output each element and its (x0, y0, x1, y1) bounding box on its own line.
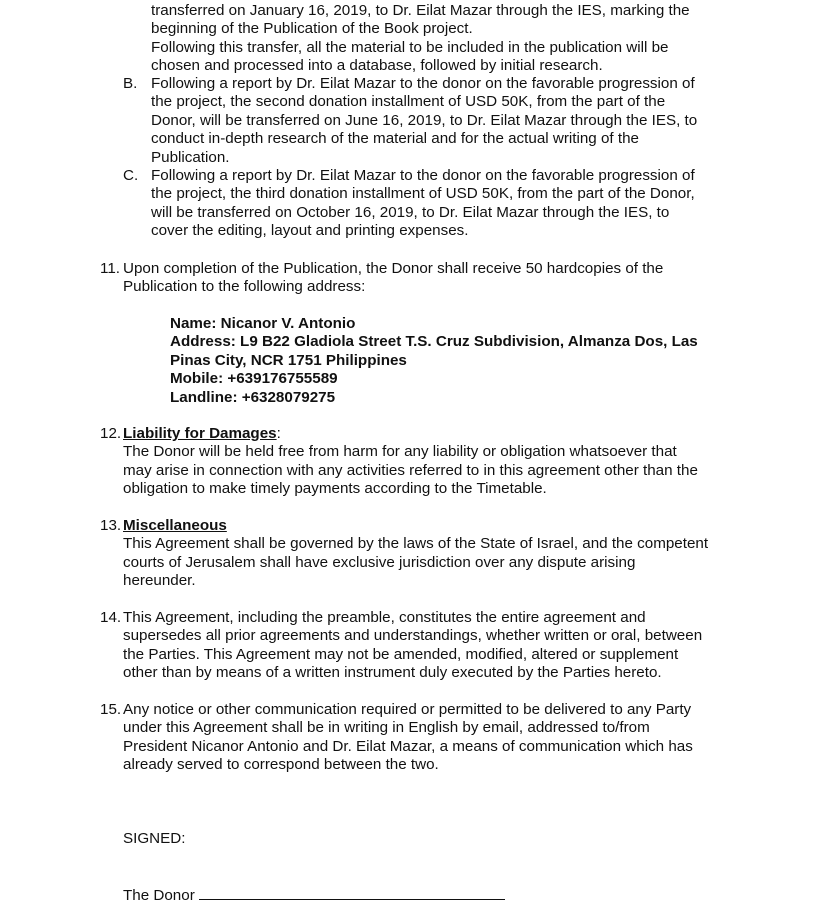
text-line: the project, the third donation installment of USD 50K, from the part of the Donor, (151, 185, 695, 203)
clause-15-text (123, 701, 693, 775)
text-line: Upon completion of the Publication, the Donor shall receive 50 hardcopies of the (123, 260, 664, 277)
text-line: will be transferred on October 16, 2019, to Dr. Eilat Mazar through the IES, to (151, 203, 670, 221)
text-line: beginning of the Publication of the Book project. (151, 20, 473, 38)
text-line: President Nicanor Antonio and Dr. Eilat Mazar, a means of communication which has (123, 737, 693, 755)
text-line: cover the editing, layout and printing expenses. (151, 222, 469, 240)
text-line: obligation to make timely payments according to the Timetable. (123, 480, 547, 498)
donor-signature-line[interactable] (199, 885, 505, 900)
text-line: already served to correspond between the two. (123, 756, 439, 774)
text-line: Donor, will be transferred on June 16, 2019, to Dr. Eilat Mazar through the IES, to (151, 111, 698, 129)
clause-13-text (123, 517, 708, 591)
signed-label: SIGNED: (123, 830, 186, 847)
text-line: This Agreement, including the preamble, constitutes the entire agreement and (123, 609, 646, 626)
clause-12-number: 12. (100, 425, 122, 442)
address-line: Mobile: +639176755589 (170, 370, 338, 388)
text-line: This Agreement shall be governed by the laws of the State of Israel, and the competent (123, 535, 709, 553)
text-line: other than by means of a written instrument duly executed by the Parties hereto. (123, 664, 662, 682)
donor-label: The Donor (123, 887, 195, 904)
text-line: conduct in-depth research of the material and for the actual writing of the (151, 130, 639, 148)
clause-11-text (123, 260, 663, 297)
text-line: Following a report by Dr. Eilat Mazar to the donor on the favorable progression of (151, 75, 695, 92)
clause-15-number: 15. (100, 701, 122, 718)
address-line: Name: Nicanor V. Antonio (170, 315, 356, 332)
item-c-text (151, 167, 695, 241)
text-line: courts of Jerusalem shall have exclusive jurisdiction over any dispute arising (123, 553, 636, 571)
text-line: The Donor will be held free from harm for any liability or obligation whatsoever that (123, 443, 677, 461)
clause-12-text (123, 425, 698, 499)
donor-signature-row (123, 885, 505, 905)
text-line: the Parties. This Agreement may not be amended, modified, altered or supplement (123, 645, 679, 663)
clause-13-number: 13. (100, 517, 122, 534)
text-line: under this Agreement shall be in writing in English by email, addressed to/from (123, 719, 650, 737)
text-line: supersedes all prior agreements and understandings, whether written or oral, between (123, 627, 703, 645)
clause-11-number: 11. (100, 260, 120, 277)
clause-13-heading-line (123, 517, 708, 535)
text-line: may arise in connection with any activities referred to in this agreement other than the (123, 461, 698, 479)
text-line: hereunder. (123, 572, 196, 590)
address-line: Landline: +6328079275 (170, 388, 336, 406)
item-c-marker: C. (123, 167, 139, 184)
text-line: the project, the second donation installment of USD 50K, from the part of the (151, 93, 666, 111)
text-line: Following a report by Dr. Eilat Mazar to the donor on the favorable progression of (151, 167, 695, 184)
address-line: Address: L9 B22 Gladiola Street T.S. Cruz Subdivision, Almanza Dos, Las (170, 333, 698, 351)
text-line: Any notice or other communication required or permitted to be delivered to any Party (123, 701, 692, 718)
clause-12-heading: Liability for Damages (123, 425, 277, 442)
text-line: Publication. (151, 148, 230, 166)
heading-colon: : (276, 425, 281, 442)
clause-14-text (123, 609, 702, 683)
text-line: Following this transfer, all the material to be included in the publication will be (151, 38, 669, 56)
text-line: transferred on January 16, 2019, to Dr. Eilat Mazar through the IES, marking the (151, 2, 690, 19)
item-a-continuation (151, 2, 690, 76)
clause-14-number: 14. (100, 609, 122, 626)
clause-13-heading: Miscellaneous (123, 517, 227, 534)
text-line: Publication to the following address: (123, 278, 366, 296)
item-b-text (151, 75, 697, 167)
address-line: Pinas City, NCR 1751 Philippines (170, 351, 407, 369)
delivery-address (170, 315, 698, 407)
text-line: chosen and processed into a database, followed by initial research. (151, 57, 603, 75)
item-b-marker: B. (123, 75, 138, 92)
clause-12-heading-line (123, 425, 698, 443)
